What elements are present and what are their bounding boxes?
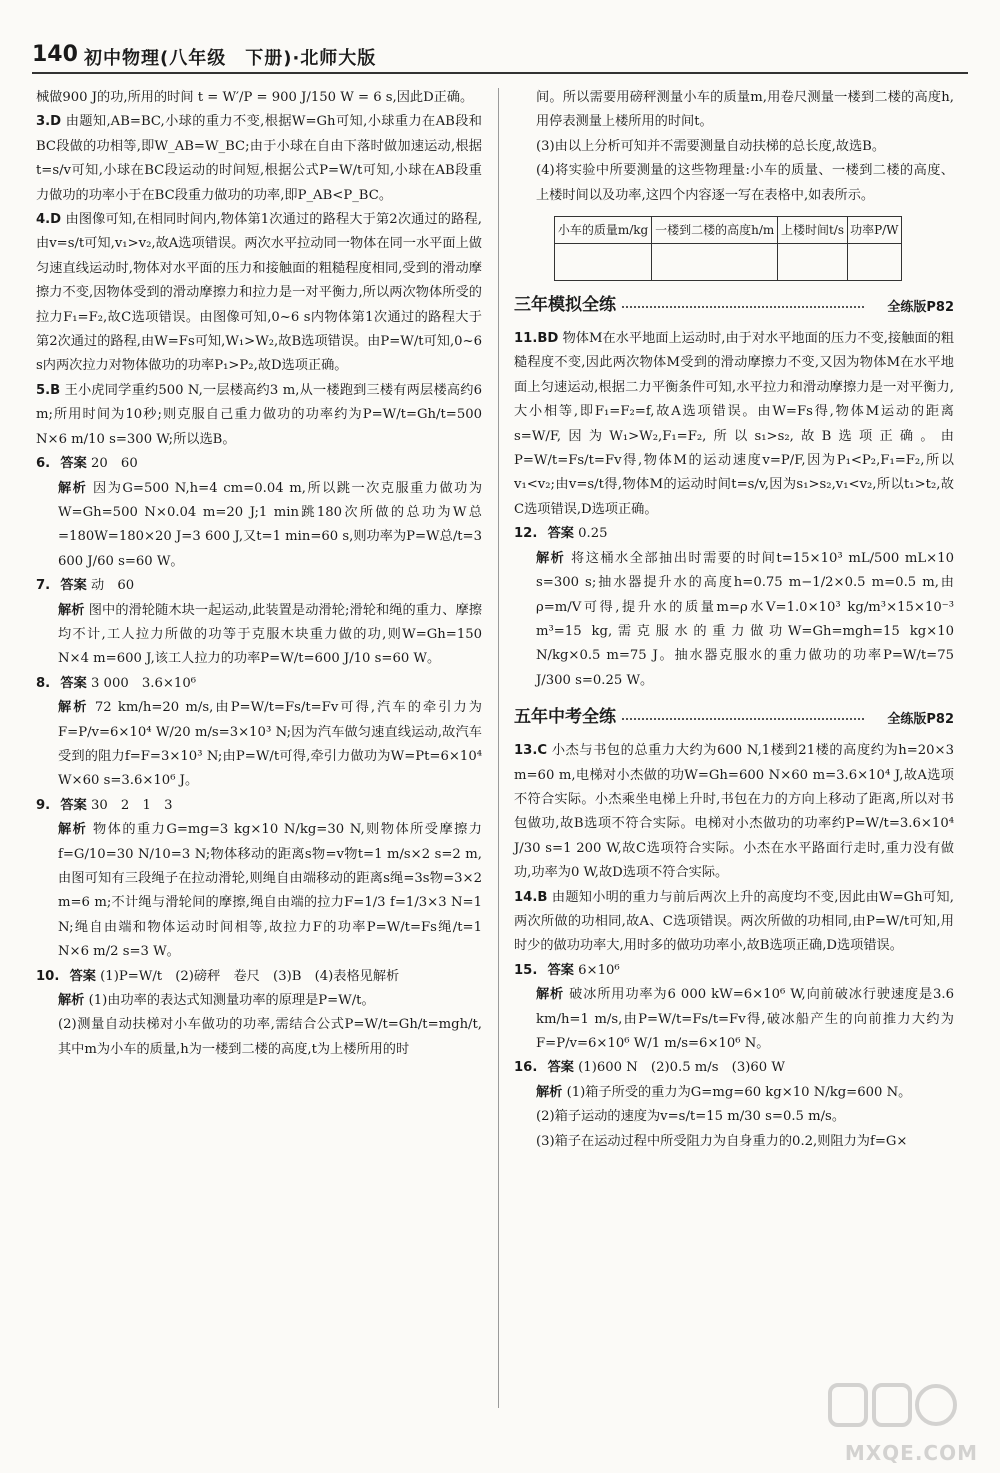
analysis-continued: (4)将实验中所要测量的这些物理量:小车的质量、一楼到二楼的高度、上楼时间以及功率,这四个内容逐一写在表格中,如表所示。 bbox=[536, 163, 954, 203]
analysis-text: 物体的重力G=mg=3 kg×10 N/kg=30 N,则物体所受摩擦力f=G/10=30 N/10=3 N;物体移动的距离s物=v物t=1 m/s×2 s=2 m,由图可知有三段绳子在拉动滑轮,则绳自由端移动的距离s绳=3s物=3×2 m=6 m;不计绳与滑轮间的摩擦,绳自由端的拉力F=1/3 f=1/3×3 N=1 N;绳自由端和物体运动时间相等,故拉力F的功率P=W/t=Fs绳/t=1 N×6 m/2 s=3 W。 bbox=[58, 822, 482, 960]
section-title: 三年模拟全练 bbox=[514, 293, 622, 317]
watermark bbox=[808, 1379, 978, 1465]
question-number: 12. bbox=[514, 526, 538, 542]
table-cell bbox=[555, 244, 652, 281]
record-table bbox=[554, 216, 902, 281]
answer-value: (1)P=W/t (2)磅秤 卷尺 (3)B (4)表格见解析 bbox=[100, 968, 400, 984]
answer-item bbox=[36, 452, 482, 476]
answer-text: 物体M在水平地面上运动时,由于对水平地面的压力不变,接触面的粗糙程度不变,因此两次物体M受到的滑动摩擦力不变,又因为物体M在水平地面上匀速运动,根据二力平衡条件可知,水平拉力和滑动摩擦力是一对平衡力,大小相等,即F₁=F₂=f,故A选项错误。由W=Fs得,物体M运动的距离s=W/F,因为W₁>W₂,F₁=F₂,所以s₁>s₂,故B选项正确。由P=W/t=Fs/t=Fv得,物体M的运动速度v=P/F,因为P₁<P₂,F₁=F₂,所以v₁<v₂;由v=s/t得,物体M的运动时间t=s/v,因为s₁>s₂,v₁<v₂,所以t₁>t₂,故C选项错误,D选项正确。 bbox=[514, 331, 954, 517]
answer-item: 械做900 J的功,所用的时间 t = W′/P = 900 J/150 W = 6 s,因此D正确。 bbox=[36, 90, 474, 105]
analysis-continued: (3)由以上分析可知并不需要测量自动扶梯的总长度,故选B。 bbox=[536, 138, 886, 154]
answer-label: 答案 bbox=[60, 797, 87, 813]
answer-value: 30 2 1 3 bbox=[90, 797, 173, 813]
analysis bbox=[514, 1081, 954, 1105]
question-number: 14.B bbox=[514, 889, 548, 905]
analysis-label: 解析 bbox=[536, 550, 566, 566]
analysis-continued: 间。所以需要用磅秤测量小车的质量m,用卷尺测量一楼到二楼的高度h,用停表测量上楼所用的时间t。 bbox=[536, 90, 954, 130]
table-header-cell: 上楼时间t/s bbox=[778, 217, 847, 244]
analysis-label: 解析 bbox=[536, 987, 565, 1003]
left-column bbox=[36, 86, 482, 1062]
table-row bbox=[555, 244, 902, 281]
analysis bbox=[36, 599, 482, 672]
analysis bbox=[36, 477, 482, 575]
table-cell bbox=[652, 244, 778, 281]
answer-label: 答案 bbox=[547, 1060, 574, 1076]
analysis-label: 解析 bbox=[58, 822, 88, 838]
section-ref: 全练版P82 bbox=[881, 708, 954, 732]
answer-item bbox=[36, 110, 482, 208]
table-header-cell: 小车的质量m/kg bbox=[555, 217, 652, 244]
analysis bbox=[36, 989, 482, 1013]
analysis bbox=[36, 818, 482, 964]
analysis-label: 解析 bbox=[58, 700, 89, 716]
answer-item bbox=[514, 886, 954, 959]
analysis-text: 72 km/h=20 m/s,由P=W/t=Fs/t=Fv可得,汽车的牵引力为F=P/v=6×10⁴ W/20 m/s=3×10³ N;因为汽车做匀速直线运动,故汽车受到的阻力f=F=3×10³ N;由P=W/t可得,牵引力做功为W=Pt=6×10⁴ W×60 s=3.6×10⁶ J。 bbox=[58, 700, 482, 789]
answer-label: 答案 bbox=[60, 578, 87, 594]
section-ref: 全练版P82 bbox=[881, 296, 954, 320]
answer-text: 由图像可知,在相同时间内,物体第1次通过的路程大于第2次通过的路程,由v=s/t可知,v₁>v₂,故A选项错误。两次水平拉动同一物体在同一水平面上做匀速直线运动时,物体对水平面的压力和接触面的粗糙程度相同,受到的滑动摩擦力不变,因物体受到的滑动摩擦力和拉力是一对平衡力,所以两次物体所受的拉力F₁=F₂,故C选项错误。由图像可知,0~6 s内物体第1次通过的路程大于第2次通过的路程,由W=Fs可知,W₁>W₂,故B选项错误。由P=W/t可知,0~6 s内两次拉力对物体做功的功率P₁>P₂,故D选项正确。 bbox=[36, 212, 482, 374]
analysis-label: 解析 bbox=[58, 602, 85, 618]
table-cell bbox=[778, 244, 847, 281]
analysis-continued: (3)箱子在运动过程中所受阻力为自身重力的0.2,则阻力为f=G× bbox=[536, 1133, 908, 1149]
table-header-cell: 功率P/W bbox=[847, 217, 901, 244]
analysis-label: 解析 bbox=[536, 1084, 563, 1100]
question-number: 11.BD bbox=[514, 331, 559, 347]
table-header-cell: 一楼到二楼的高度h/m bbox=[652, 217, 778, 244]
question-number: 15. bbox=[514, 962, 538, 978]
analysis-label: 解析 bbox=[58, 993, 85, 1009]
analysis-text: 因为G=500 N,h=4 cm=0.04 m,所以跳一次克服重力做功为W=Gh=500 N×0.04 m=20 J;1 min跳180次所做的总功为W总=180W=180×20 J=3 600 J,又t=1 min=60 s,则功率为P=W总/t=3 600 J/60 s=60 W。 bbox=[58, 480, 483, 569]
section-header-three-year bbox=[514, 293, 954, 319]
right-column bbox=[514, 86, 954, 1154]
table-cell bbox=[847, 244, 901, 281]
analysis-continued: (2)测量自动扶梯对小车做功的功率,需结合公式P=W/t=Gh/t=mgh/t,其中m为小车的质量,h为一楼到二楼的高度,t为上楼所用的时 bbox=[58, 1017, 482, 1057]
answer-text: 王小虎同学重约500 N,一层楼高约3 m,从一楼跑到三楼有两层楼高约6 m;所用时间为10秒;则克服自己重力做功的功率约为P=W/t=Gh/t=500 N×6 m/10 s=300 W;所以选B。 bbox=[36, 382, 482, 447]
book-title: 初中物理(八年级 下册)·北师大版 bbox=[84, 48, 377, 69]
section-title: 五年中考全练 bbox=[514, 705, 622, 729]
question-number: 16. bbox=[514, 1060, 538, 1076]
analysis-continued: (2)箱子运动的速度为v=s/t=15 m/30 s=0.5 m/s。 bbox=[536, 1109, 846, 1125]
answer-item bbox=[514, 327, 954, 522]
analysis-label: 解析 bbox=[58, 480, 88, 496]
answer-label: 答案 bbox=[60, 456, 87, 472]
question-number: 7. bbox=[36, 578, 51, 594]
question-number: 8. bbox=[36, 675, 51, 691]
watermark-logo-icon bbox=[828, 1379, 958, 1435]
analysis-text: 破冰所用功率为6 000 kW=6×10⁶ W,向前破冰行驶速度是3.6 km/h=1 m/s,由P=W/t=Fs/t=Fv得,破冰船产生的向前推力大约为F=P/v=6×10⁶ W/1 m/s=6×10⁶ N。 bbox=[536, 987, 954, 1051]
answer-value: (1)600 N (2)0.5 m/s (3)60 W bbox=[578, 1060, 785, 1076]
question-number: 6. bbox=[36, 456, 51, 472]
column-divider bbox=[498, 88, 499, 1408]
answer-item bbox=[514, 522, 954, 546]
question-number: 5.B bbox=[36, 382, 61, 398]
question-number: 3.D bbox=[36, 114, 62, 130]
answer-label: 答案 bbox=[60, 675, 87, 691]
answer-text: 小杰与书包的总重力大约为600 N,1楼到21楼的高度约为h=20×3 m=60 m,电梯对小杰做的功W=Gh=600 N×60 m=3.6×10⁴ J,故A选项不符合实际。小杰乘坐电梯上升时,书包在力的方向上移动了距离,所以对书包做功,故B选项不符合实际。电梯对小杰做功的功率约P=W/t=3.6×10⁴ J/30 s=1 200 W,故C选项符合实际。小杰在水平路面行走时,重力没有做功,功率为0 W,故D选项不符合实际。 bbox=[514, 743, 954, 881]
analysis bbox=[514, 547, 954, 693]
answer-value: 6×10⁶ bbox=[578, 962, 620, 978]
page-number: 140 bbox=[32, 42, 78, 67]
page-header bbox=[32, 42, 968, 76]
answer-value: 0.25 bbox=[578, 526, 608, 542]
answer-text: 由题知,AB=BC,小球的重力不变,根据W=Gh可知,小球重力在AB段和BC段做的功相等,即W_AB=W_BC;由于小球在自由下落时做加速运动,根据t=s/v可知,小球在BC段运动的时间短,根据公式P=W/t可知,小球在AB段重力做功的功率小于在BC段重力做功的功率,即P_AB<P_BC。 bbox=[36, 114, 482, 203]
answer-label: 答案 bbox=[547, 962, 574, 978]
answer-item bbox=[514, 959, 954, 983]
answer-item bbox=[36, 965, 482, 989]
answer-text: 由题知小明的重力与前后两次上升的高度均不变,因此由W=Gh可知,两次所做的功相同,故A、C选项错误。两次所做的功相同,由P=W/t可知,用时少的做功功率大,用时多的做功功率小,故B选项正确,D选项错误。 bbox=[514, 889, 954, 954]
header-rule bbox=[32, 72, 968, 74]
table-header-row bbox=[555, 217, 902, 244]
analysis bbox=[36, 696, 482, 794]
question-number: 9. bbox=[36, 797, 51, 813]
section-header-five-year bbox=[514, 705, 954, 731]
answer-item bbox=[36, 379, 482, 452]
answer-value: 3 000 3.6×10⁶ bbox=[90, 675, 196, 691]
question-number: 4.D bbox=[36, 212, 62, 228]
answer-item bbox=[36, 794, 482, 818]
analysis-text: (1)由功率的表达式知测量功率的原理是P=W/t。 bbox=[88, 993, 375, 1009]
analysis-text: 图中的滑轮随木块一起运动,此装置是动滑轮;滑轮和绳的重力、摩擦均不计,工人拉力所做的功等于克服木块重力做的功,则W=Gh=150 N×4 m=600 J,该工人拉力的功率P=W/t=600 J/10 s=60 W。 bbox=[58, 602, 482, 667]
analysis-text: (1)箱子所受的重力为G=mg=60 kg×10 N/kg=600 N。 bbox=[566, 1084, 912, 1100]
answer-item bbox=[36, 574, 482, 598]
answer-item bbox=[514, 1056, 954, 1080]
analysis-text: 将这桶水全部抽出时需要的时间t=15×10³ mL/500 mL×10 s=300 s;抽水器提升水的高度h=0.75 m−1/2×0.5 m=0.5 m,由ρ=m/V可得,提升水的质量m=ρ水V=1.0×10³ kg/m³×15×10⁻³ m³=15 kg,需克服水的重力做功W=Gh=mgh=15 kg×10 N/kg×0.5 m=75 J。抽水器克服水的重力做功的功率P=W/t=75 J/300 s=0.25 W。 bbox=[536, 550, 954, 688]
question-number: 10. bbox=[36, 968, 60, 984]
answer-value: 20 60 bbox=[90, 456, 138, 472]
analysis bbox=[514, 983, 954, 1056]
answer-item bbox=[36, 208, 482, 379]
question-number: 13.C bbox=[514, 743, 548, 759]
watermark-text: MXQE.COM bbox=[844, 1441, 978, 1465]
answer-label: 答案 bbox=[69, 968, 96, 984]
answer-item bbox=[36, 672, 482, 696]
answer-value: 动 60 bbox=[90, 578, 135, 594]
answer-item bbox=[514, 739, 954, 885]
answer-label: 答案 bbox=[547, 526, 574, 542]
